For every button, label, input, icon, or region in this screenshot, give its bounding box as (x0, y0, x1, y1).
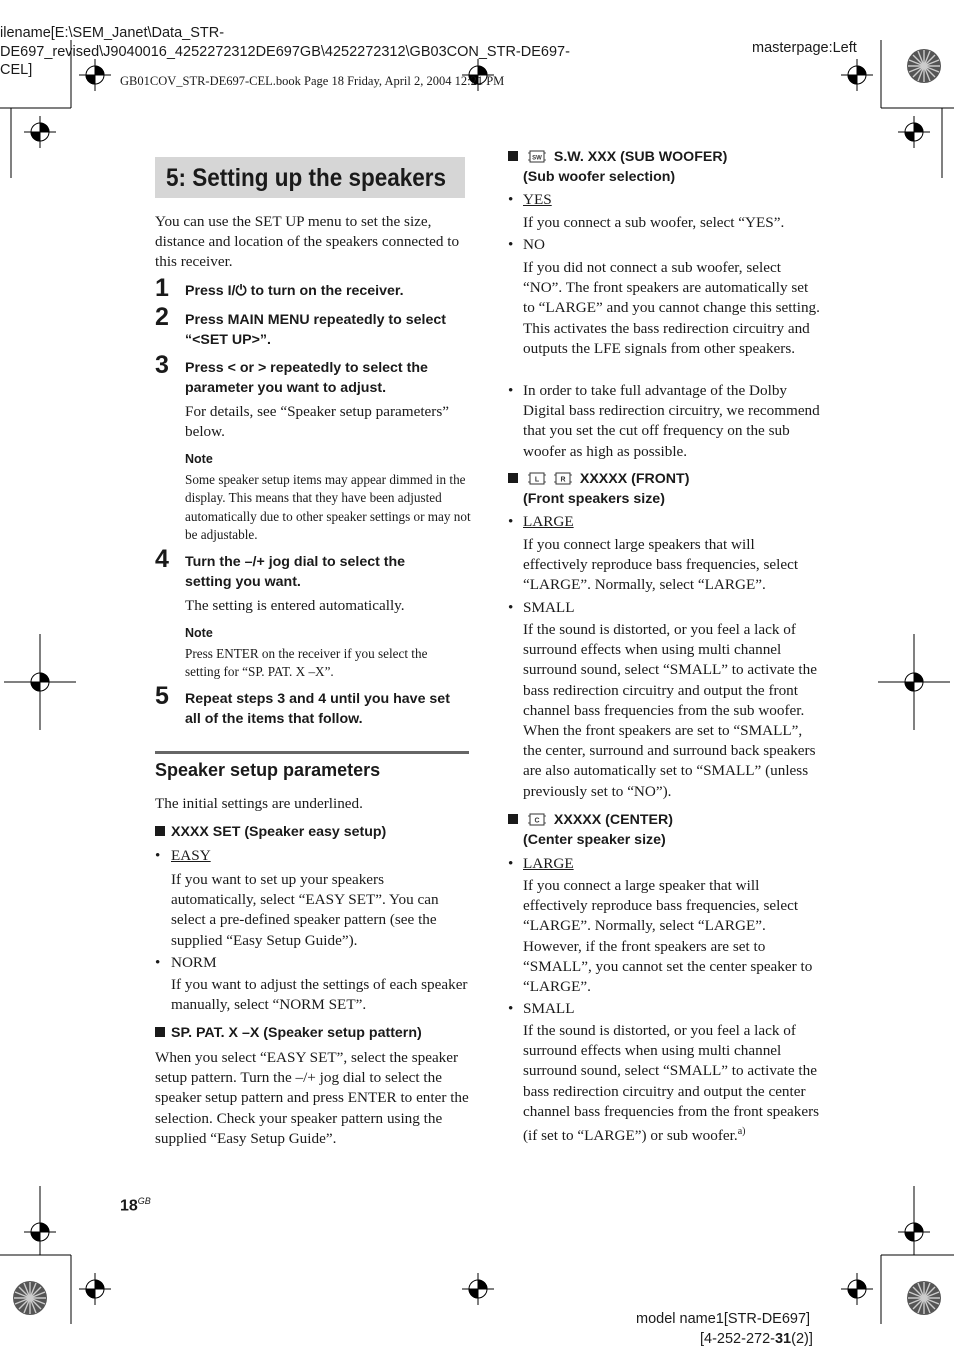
section-intro: The initial settings are underlined. (155, 795, 363, 812)
item-heading (508, 148, 838, 187)
item-heading (155, 823, 475, 843)
option-text: If the sound is distorted, or you feel a lack of surround effects when using multi channel surround sound, select “SMALL” to activate the bass redirection circuitry and output the front channel bass frequencies from the sub woofer. When the front speakers are set to “SMALL”, the center, surround and surround back speakers are also automatically set to “SMALL” (unless previously set to “NO”). (523, 621, 817, 800)
option-bullet: • (508, 1000, 514, 1017)
option-text: If you want to set up your speakers automatically, select “EASY SET”. You can select a pre-defined speaker pattern (see the supplied “Easy Setup Guide”). (171, 871, 439, 949)
item-heading-sub: (Front speakers size) (523, 490, 665, 507)
section-heading: Speaker setup parameters (155, 760, 381, 780)
footer-part-bold: 31 (774, 1331, 792, 1347)
item-heading (508, 470, 838, 509)
item-heading-sub: (Sub woofer selection) (523, 168, 676, 185)
option-bullet: • (508, 855, 514, 872)
page-number (120, 1196, 151, 1215)
front-left-speaker-icon (528, 471, 546, 486)
step-title-line: Press MAIN MENU repeatedly to select (185, 312, 446, 328)
square-bullet-icon (508, 814, 518, 824)
option-label: NO (523, 236, 545, 253)
step-number: 4 (155, 545, 169, 573)
step-title (185, 553, 475, 592)
item-heading-text: XXXXX (CENTER) (553, 812, 673, 828)
step-title (185, 359, 475, 398)
square-bullet-icon (508, 473, 518, 483)
option-label: YES (523, 191, 552, 208)
option-bullet: • (508, 191, 514, 208)
header-book-line: GB01COV_STR-DE697-CEL.book Page 18 Friday, April 2, 2004 12:21 PM (120, 74, 505, 88)
option-bullet: • (155, 954, 161, 971)
footnote-mark: a) (737, 1126, 746, 1138)
option-text (523, 1021, 823, 1146)
option-label: EASY (171, 847, 211, 864)
option-bullet: • (508, 382, 514, 399)
option-label: LARGE (523, 855, 574, 872)
header-filename-line: ilename[E:\SEM_Janet\Data_STR- (0, 25, 225, 41)
note-heading: Note (185, 626, 213, 640)
item-heading-text: S.W. XXX (SUB WOOFER) (553, 149, 728, 165)
item-heading-text: XXXX SET (Speaker easy setup) (171, 824, 387, 840)
step-title: Press I/⏻ to turn on the receiver. (185, 283, 404, 299)
option-text: If you want to adjust the settings of each speaker manually, select “NORM SET”. (171, 976, 468, 1014)
footer-part-pre: [4-252-272- (700, 1331, 775, 1347)
section-rule (155, 751, 469, 754)
option-text: If you did not connect a sub woofer, select “NO”. The front speakers are automatically set to “LARGE” and you cannot change this setting. This activates the bass redirection circuitry and outputs the LFE signals from other speakers. (523, 259, 820, 357)
front-right-speaker-icon (554, 471, 572, 486)
step-body: For details, see “Speaker setup parameters” below. (185, 403, 449, 441)
subwoofer-icon-label: SW (532, 155, 542, 162)
option-text: If you connect a sub woofer, select “YES”. (523, 214, 785, 231)
step-number: 1 (155, 274, 169, 302)
option-label: LARGE (523, 513, 574, 530)
header-filename-line: CEL] (0, 62, 33, 78)
page-number-value: 18 (120, 1197, 138, 1215)
footer-model-name: model name1[STR-DE697] (636, 1311, 811, 1327)
page-title: 5: Setting up the speakers (166, 164, 447, 192)
header-filename-line: DE697_revised\J9040016_4252272312DE697GB\4252272312\GB03CON_STR-DE697- (0, 43, 570, 60)
step-title-line: “<SET UP>”. (185, 331, 271, 348)
option-text: If you connect large speakers that will effectively reproduce bass frequencies, select “LARGE”. Normally, select “LARGE”. (523, 536, 799, 594)
step-title-line: all of the items that follow. (185, 710, 363, 727)
footer-part-post: (2)] (791, 1331, 813, 1347)
option-text: In order to take full advantage of the Dolby Digital bass redirection circuitry, we recommend that you set the cut off frequency on the sub woofer as high as possible. (523, 382, 820, 460)
item-heading-text: SP. PAT. X –X (Speaker setup pattern) (171, 1025, 422, 1041)
option-text: If you connect a large speaker that will effectively reproduce bass frequencies, select “LARGE”. Normally, select “LARGE”. However, if the front speakers are set to “SMALL”, you cannot set the center speaker to “LARGE”. (523, 877, 813, 996)
square-bullet-icon (508, 151, 518, 161)
step-title-line: Turn the –/+ jog dial to select the (185, 554, 406, 570)
option-bullet: • (508, 236, 514, 253)
option-bullet: • (508, 513, 514, 530)
intro-paragraph: You can use the SET UP menu to set the size, distance and location of the speakers connected to this receiver. (155, 213, 460, 271)
center-speaker-icon (528, 812, 546, 827)
option-label: SMALL (523, 599, 575, 616)
option-bullet: • (155, 847, 161, 864)
step-title-line: Press < or > repeatedly to select the (185, 360, 428, 376)
item-text: When you select “EASY SET”, select the speaker setup pattern. Turn the –/+ jog dial to select the speaker setup pattern and press ENTER to enter the selection. Check your speaker pattern using the supplied “Easy Setup Guide”. (155, 1049, 469, 1147)
step-title-line: setting you want. (185, 573, 301, 590)
front-right-icon-label: R (560, 476, 566, 484)
option-bullet: • (508, 599, 514, 616)
note-text: Press ENTER on the receiver if you select the setting for “SP. PAT. X –X”. (185, 646, 428, 680)
center-icon-label: C (534, 817, 540, 825)
step-title (185, 311, 475, 350)
step-title-line: Repeat steps 3 and 4 until you have set (185, 691, 450, 707)
step-body: The setting is entered automatically. (185, 597, 405, 614)
header-filename (0, 24, 600, 80)
step-number: 5 (155, 682, 169, 710)
item-heading-sub: (Center speaker size) (523, 831, 666, 848)
subwoofer-icon (528, 149, 546, 164)
note-heading: Note (185, 452, 213, 466)
step-title (185, 690, 475, 729)
step-number: 2 (155, 303, 169, 331)
note-text: Some speaker setup items may appear dimmed in the display. This means that they have been adjusted automatically due to other speaker settings or may not be adjustable. (185, 472, 471, 542)
item-heading (155, 1024, 475, 1044)
footer-part-number (700, 1331, 813, 1347)
step-title-line: parameter you want to adjust. (185, 379, 387, 396)
option-text-body: If the sound is distorted, or you feel a lack of surround effects when using multi channel surround sound, select “SMALL” to activate the bass redirection circuitry and output the center channel bass frequencies from the front speakers (if set to “LARGE”) or sub woofer. (523, 1022, 820, 1145)
option-label: NORM (171, 954, 217, 971)
option-label: SMALL (523, 1000, 575, 1017)
page-number-suffix: GB (137, 1196, 151, 1206)
square-bullet-icon (155, 826, 165, 836)
square-bullet-icon (155, 1027, 165, 1037)
header-masterpage: masterpage:Left (752, 40, 857, 56)
item-heading (508, 811, 838, 850)
step-number: 3 (155, 351, 169, 379)
item-heading-text: XXXXX (FRONT) (579, 471, 690, 487)
front-left-icon-label: L (534, 476, 540, 484)
